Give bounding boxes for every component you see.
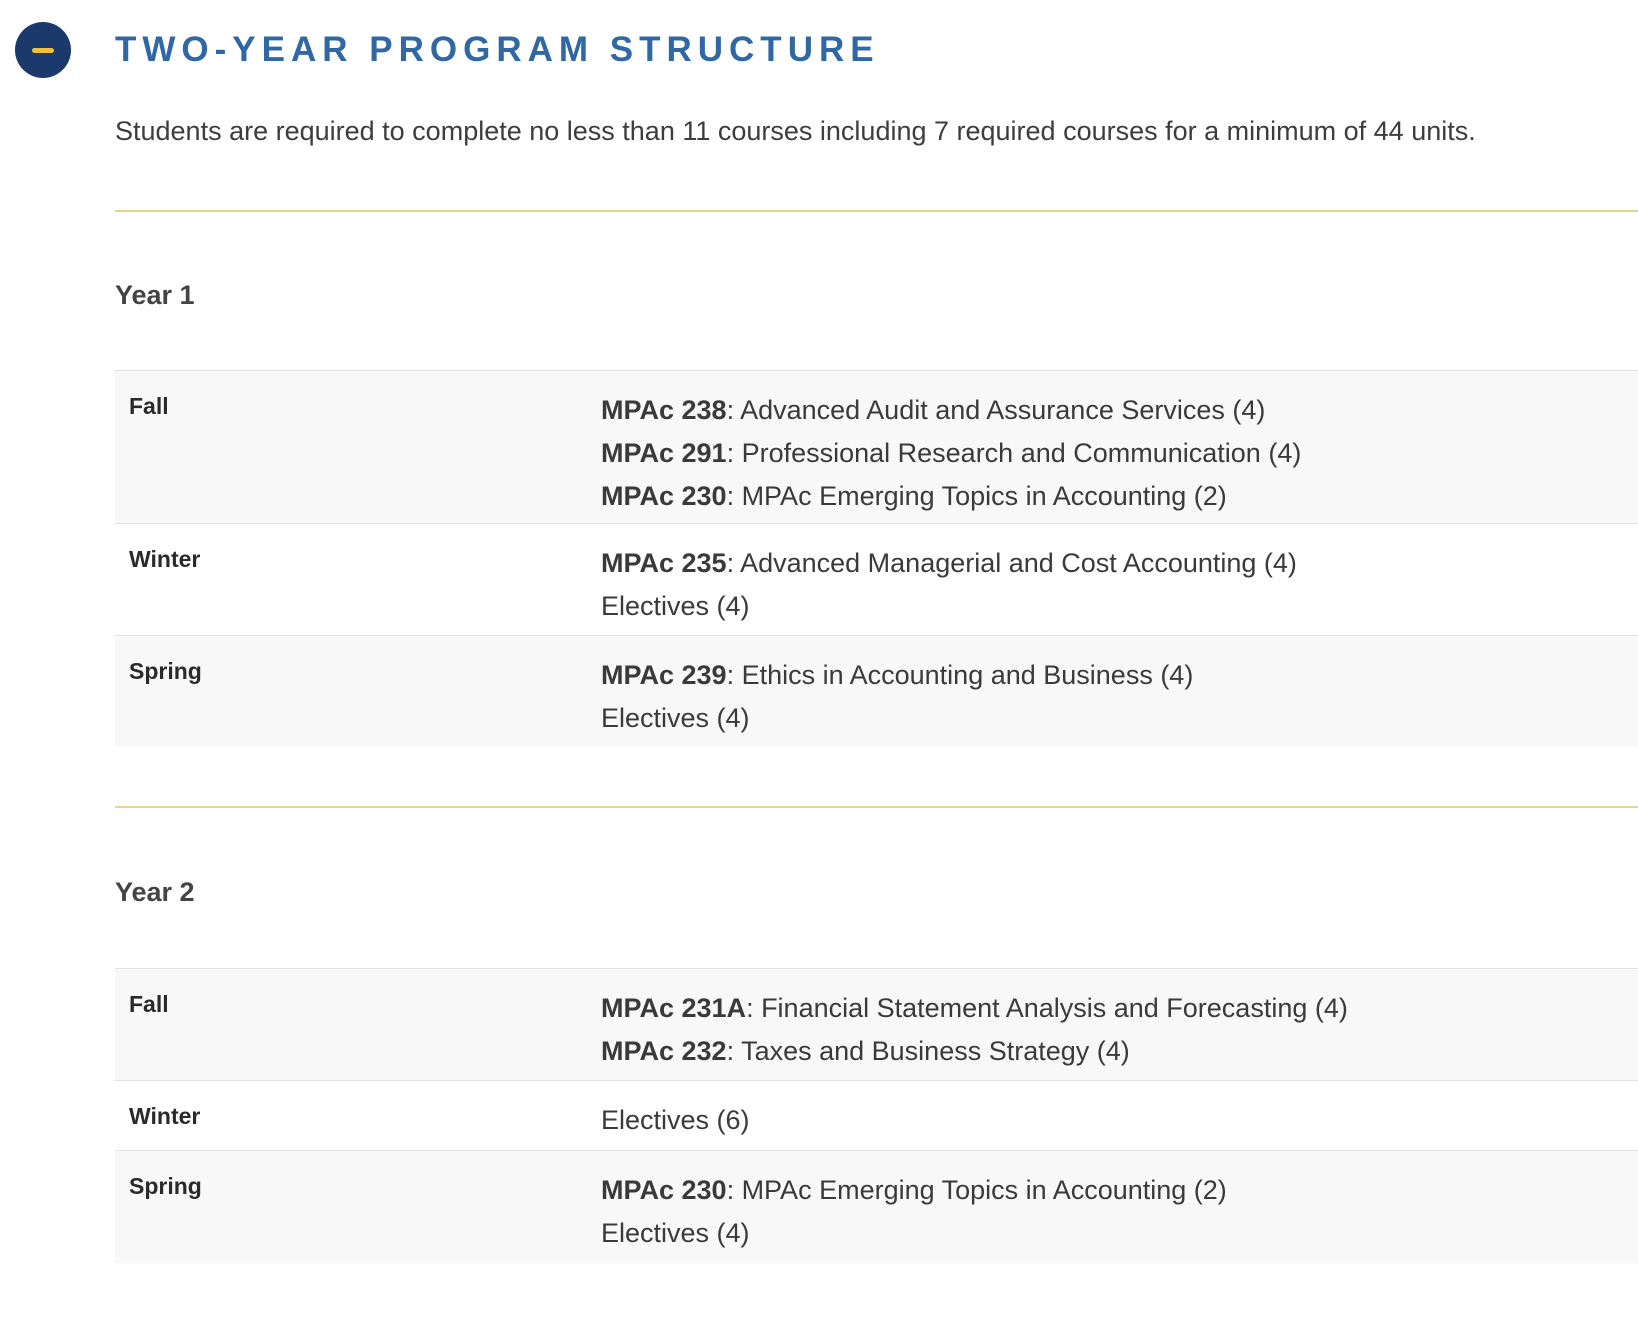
term-row-winter — [115, 1081, 1638, 1151]
term-row-spring — [115, 1151, 1638, 1263]
section-title: TWO-YEAR PROGRAM STRUCTURE — [115, 30, 880, 69]
course-item — [601, 542, 1297, 585]
course-item — [601, 987, 1348, 1030]
course-code: MPAc 238 — [601, 395, 727, 425]
course-item — [601, 389, 1301, 432]
course-item — [601, 1212, 1227, 1255]
term-label: Spring — [129, 1173, 202, 1199]
course-item — [601, 475, 1301, 518]
course-list — [601, 654, 1193, 740]
course-desc: : MPAc Emerging Topics in Accounting (2) — [726, 1175, 1227, 1205]
course-desc: : MPAc Emerging Topics in Accounting (2) — [726, 481, 1227, 511]
year-1-title: Year 1 — [115, 280, 195, 310]
course-code: MPAc 230 — [601, 1175, 727, 1205]
course-code: MPAc 235 — [601, 548, 727, 578]
course-desc: : Taxes and Business Strategy (4) — [726, 1036, 1130, 1066]
course-item — [601, 585, 1297, 628]
course-list — [601, 1169, 1227, 1255]
course-code: MPAc 291 — [601, 438, 727, 468]
term-row-spring — [115, 636, 1638, 746]
course-item — [601, 1099, 750, 1142]
course-desc: Electives (4) — [601, 1218, 750, 1248]
course-desc: : Advanced Managerial and Cost Accounting (4) — [726, 548, 1297, 578]
collapse-toggle-button[interactable] — [15, 22, 71, 78]
course-list — [601, 1099, 750, 1142]
section-intro: Students are required to complete no less than 11 courses including 7 required courses for a minimum of 44 units. — [115, 116, 1476, 146]
course-list — [601, 987, 1348, 1073]
year-1-table — [115, 370, 1638, 746]
term-row-winter — [115, 524, 1638, 636]
course-desc: Electives (4) — [601, 591, 750, 621]
course-item — [601, 697, 1193, 740]
course-item — [601, 654, 1193, 697]
term-label: Winter — [129, 546, 201, 572]
course-code: MPAc 230 — [601, 481, 727, 511]
course-list — [601, 389, 1301, 518]
course-desc: Electives (4) — [601, 703, 750, 733]
course-desc: : Advanced Audit and Assurance Services (4) — [726, 395, 1266, 425]
term-label: Fall — [129, 991, 169, 1017]
course-desc: : Financial Statement Analysis and Forecasting (4) — [746, 993, 1348, 1023]
year-2-title: Year 2 — [115, 877, 195, 907]
course-item — [601, 1030, 1348, 1073]
course-desc: : Ethics in Accounting and Business (4) — [726, 660, 1194, 690]
term-label: Fall — [129, 393, 169, 419]
term-label: Spring — [129, 658, 202, 684]
course-code: MPAc 231A — [601, 993, 747, 1023]
term-row-fall — [115, 371, 1638, 524]
divider — [115, 806, 1638, 808]
term-label: Winter — [129, 1103, 201, 1129]
divider — [115, 210, 1638, 212]
course-desc: : Professional Research and Communication (4) — [726, 438, 1302, 468]
course-item — [601, 432, 1301, 475]
term-row-fall — [115, 969, 1638, 1081]
course-code: MPAc 232 — [601, 1036, 727, 1066]
course-list — [601, 542, 1297, 628]
course-item — [601, 1169, 1227, 1212]
minus-icon — [32, 48, 54, 53]
year-2-table — [115, 968, 1638, 1263]
course-code: MPAc 239 — [601, 660, 727, 690]
course-desc: Electives (6) — [601, 1105, 750, 1135]
